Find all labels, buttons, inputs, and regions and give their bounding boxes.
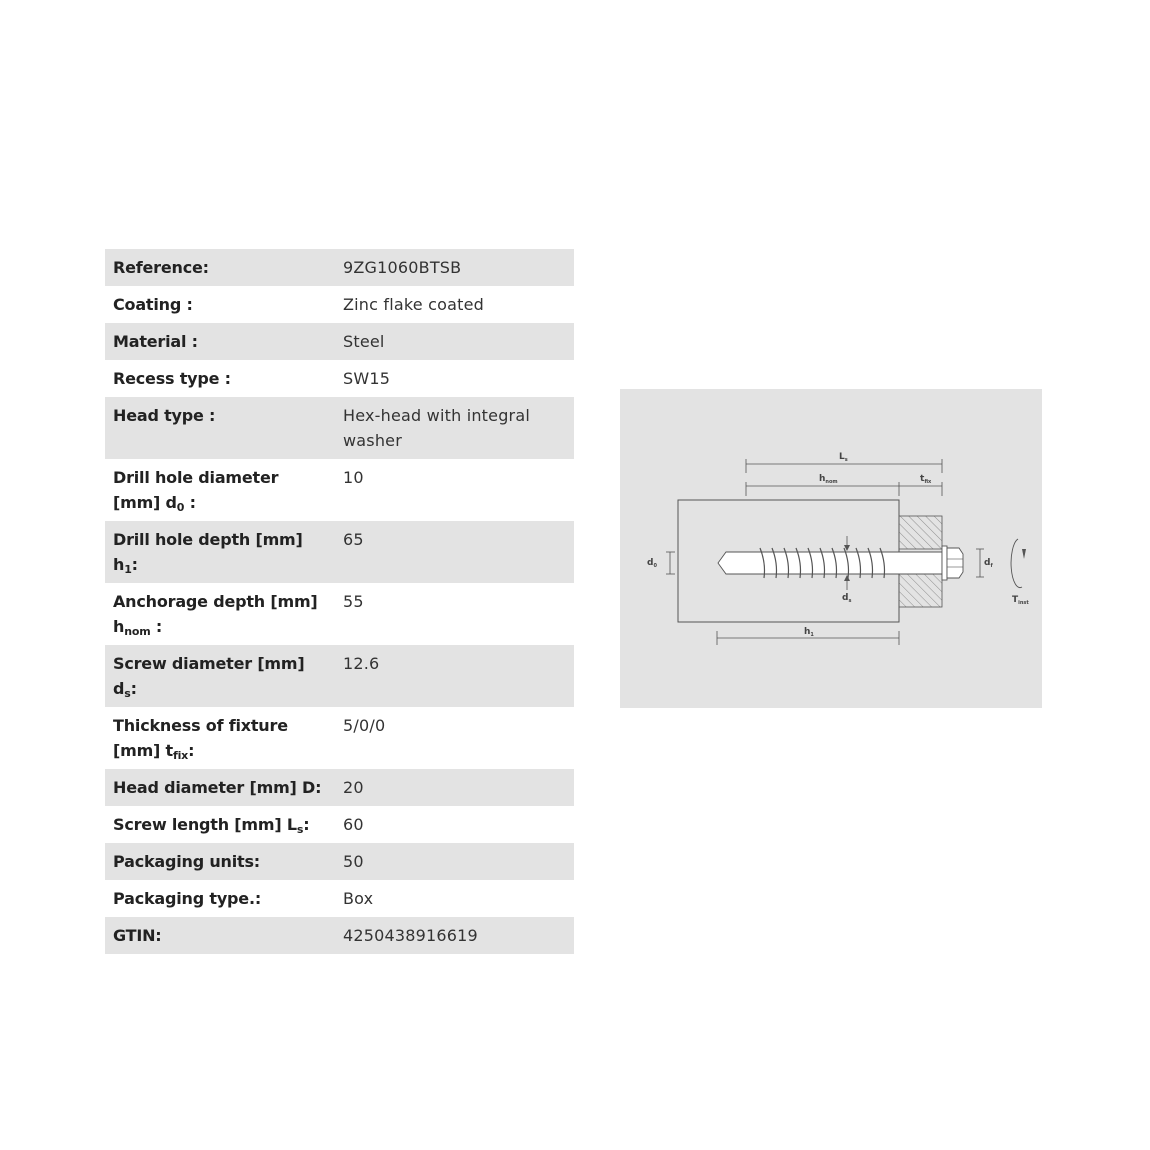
spec-value: 10 [343, 468, 364, 487]
spec-row-head-type [105, 397, 574, 459]
spec-label: Head diameter [mm] D: [105, 769, 335, 806]
spec-label: Drill hole depth [mm] $h_1$: [105, 521, 335, 583]
spec-row-material [105, 323, 574, 360]
spec-value: 9ZG1060BTSB [335, 249, 574, 286]
label-h1: $h_1$ [804, 627, 814, 638]
spec-row-coating [105, 286, 574, 323]
spec-row-drill-hole-diameter [105, 459, 574, 521]
spec-row-drill-hole-depth [105, 521, 574, 583]
spec-row-packaging-type [105, 880, 574, 917]
spec-row-screw-diameter [105, 645, 574, 707]
spec-value: Hex-head with integral washer [335, 397, 574, 459]
fixture-upper [899, 516, 942, 549]
spec-label: GTIN: [105, 917, 335, 954]
spec-value: Zinc flake coated [343, 295, 485, 314]
spec-row-gtin [105, 917, 574, 954]
spec-value: 65 [335, 521, 574, 583]
fixture-lower [899, 573, 942, 607]
spec-row-reference [105, 249, 574, 286]
spec-row-screw-length [105, 806, 574, 843]
spec-row-packaging-units [105, 843, 574, 880]
spec-label: Reference: [105, 249, 335, 286]
label-tinst: $T_{inst}$ [1012, 595, 1029, 606]
label-hnom: $h_{nom}$ [819, 474, 838, 485]
spec-label: Packaging type.: [113, 889, 262, 908]
label-tfix: $t_{fix}$ [920, 474, 932, 485]
installation-diagram [620, 389, 1042, 708]
torque-icon [1011, 539, 1022, 588]
spec-label: Drill hole diameter [mm] $d_0$ : [113, 468, 279, 514]
spec-label: Material : [105, 323, 335, 360]
spec-value: Box [343, 889, 374, 908]
spec-value: 12.6 [335, 645, 574, 707]
spec-label: Head type : [105, 397, 335, 459]
spec-value: 55 [343, 592, 364, 611]
spec-value: SW15 [343, 369, 391, 388]
spec-value: 20 [335, 769, 574, 806]
spec-label: Packaging units: [105, 843, 335, 880]
spec-row-thickness-of-fixture [105, 707, 574, 769]
spec-label: Recess type : [113, 369, 231, 388]
spec-row-recess-type [105, 360, 574, 397]
spec-value: Steel [335, 323, 574, 360]
spec-value: 60 [343, 815, 364, 834]
spec-value: 4250438916619 [335, 917, 574, 954]
label-df: $d_f$ [984, 558, 993, 569]
spec-label: Screw diameter [mm] $d_s$: [105, 645, 335, 707]
spec-label: Coating : [113, 295, 193, 314]
label-ls: $L_s$ [839, 452, 848, 463]
spec-row-anchorage-depth [105, 583, 574, 645]
spec-row-head-diameter [105, 769, 574, 806]
spec-label: Thickness of fixture [mm] $t_{fix}$: [113, 716, 288, 762]
spec-label: Anchorage depth [mm] $h_{nom}$ : [113, 592, 318, 638]
label-d0: $d_0$ [647, 558, 657, 569]
spec-label: Screw length [mm] $L_s$: [113, 815, 310, 836]
spec-table [105, 249, 574, 954]
installation-drawing [620, 389, 1042, 708]
spec-value: 50 [335, 843, 574, 880]
spec-value: 5/0/0 [343, 716, 386, 735]
label-ds: $d_s$ [842, 593, 852, 604]
